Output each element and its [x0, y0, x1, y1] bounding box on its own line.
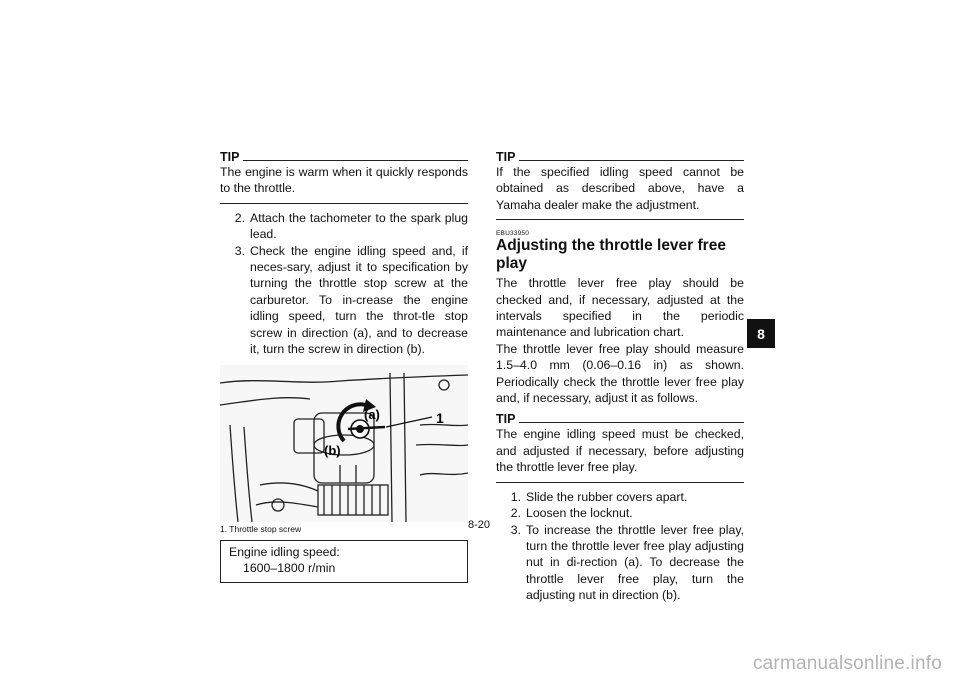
steps-list	[496, 489, 744, 604]
paragraph: The throttle lever free play should measure 1.5–4.0 mm (0.06–0.16 in) as shown. Periodically check the throttle lever free play and, if necessary, adjust it as follows.	[496, 341, 744, 406]
tip-rule	[243, 160, 468, 161]
tip-label: TIP	[496, 150, 516, 164]
tip-text: The engine is warm when it quickly responds to the throttle.	[220, 165, 468, 196]
tip-text: The engine idling speed must be checked, and adjusted if necessary, before adjusting the throttle lever free play.	[496, 427, 744, 475]
tip-rule	[519, 422, 744, 423]
tip-label: TIP	[496, 412, 516, 427]
step-item	[496, 505, 744, 521]
step-item	[220, 243, 468, 358]
figure-caption: 1. Throttle stop screw	[220, 524, 302, 535]
step-number: 3.	[234, 243, 245, 258]
tip-label: TIP	[220, 150, 240, 164]
tip-text: If the specified idling speed cannot be obtained as described above, have a Yamaha dealer make the adjustment.	[496, 165, 744, 212]
spec-box	[220, 540, 468, 583]
left-column	[220, 150, 468, 583]
tip-box	[496, 412, 744, 482]
steps-list	[220, 210, 468, 358]
right-column	[496, 150, 744, 604]
step-text: To increase the throttle lever free play, turn the throttle lever free play adjusting nut in di-rection (a). To decrease the throttle lever free play, turn the adjusting nut in direction (b).	[526, 522, 744, 603]
step-text: Slide the rubber covers apart.	[526, 489, 688, 504]
engine-illustration	[220, 365, 468, 522]
tip-box	[496, 150, 744, 220]
direction-b-label: (b)	[324, 443, 341, 459]
tip-rule	[519, 160, 744, 161]
paragraph: The throttle lever free play should be checked and, if necessary, adjusted at the intervals specified in the periodic maintenance and lubrication chart.	[496, 276, 744, 340]
direction-a-label: (a)	[364, 407, 380, 423]
throttle-stop-screw-icon	[348, 420, 385, 438]
step-text: Attach the tachometer to the spark plug lead.	[250, 210, 468, 242]
step-text: Loosen the locknut.	[526, 506, 633, 521]
callout-number: 1	[436, 410, 444, 427]
step-number: 2.	[234, 210, 245, 225]
section-code: EBU33950	[496, 230, 530, 238]
step-number: 1.	[510, 489, 521, 504]
step-number: 2.	[510, 506, 521, 521]
step-item	[220, 210, 468, 243]
step-item	[496, 522, 744, 604]
page-number: 8-20	[468, 519, 491, 531]
section-title: Adjusting the throttle lever free play	[496, 237, 726, 273]
watermark: carmanualsonline.info	[752, 653, 942, 674]
step-text: Check the engine idling speed and, if neces-sary, adjust it to specification by turning the throttle stop screw at the carburetor. To in-crease the engine idling speed, turn the throt-tle stop screw in direction (a), and to decrease it, turn the screw in direction (b).	[250, 243, 468, 357]
throttle-stop-screw-figure	[220, 365, 468, 522]
spec-value: 1600–1800 r/min	[243, 561, 336, 576]
step-item	[496, 489, 744, 505]
step-number: 3.	[510, 522, 521, 537]
tip-box	[220, 150, 468, 204]
spec-label: Engine idling speed:	[229, 545, 340, 560]
chapter-tab: 8	[747, 319, 775, 348]
